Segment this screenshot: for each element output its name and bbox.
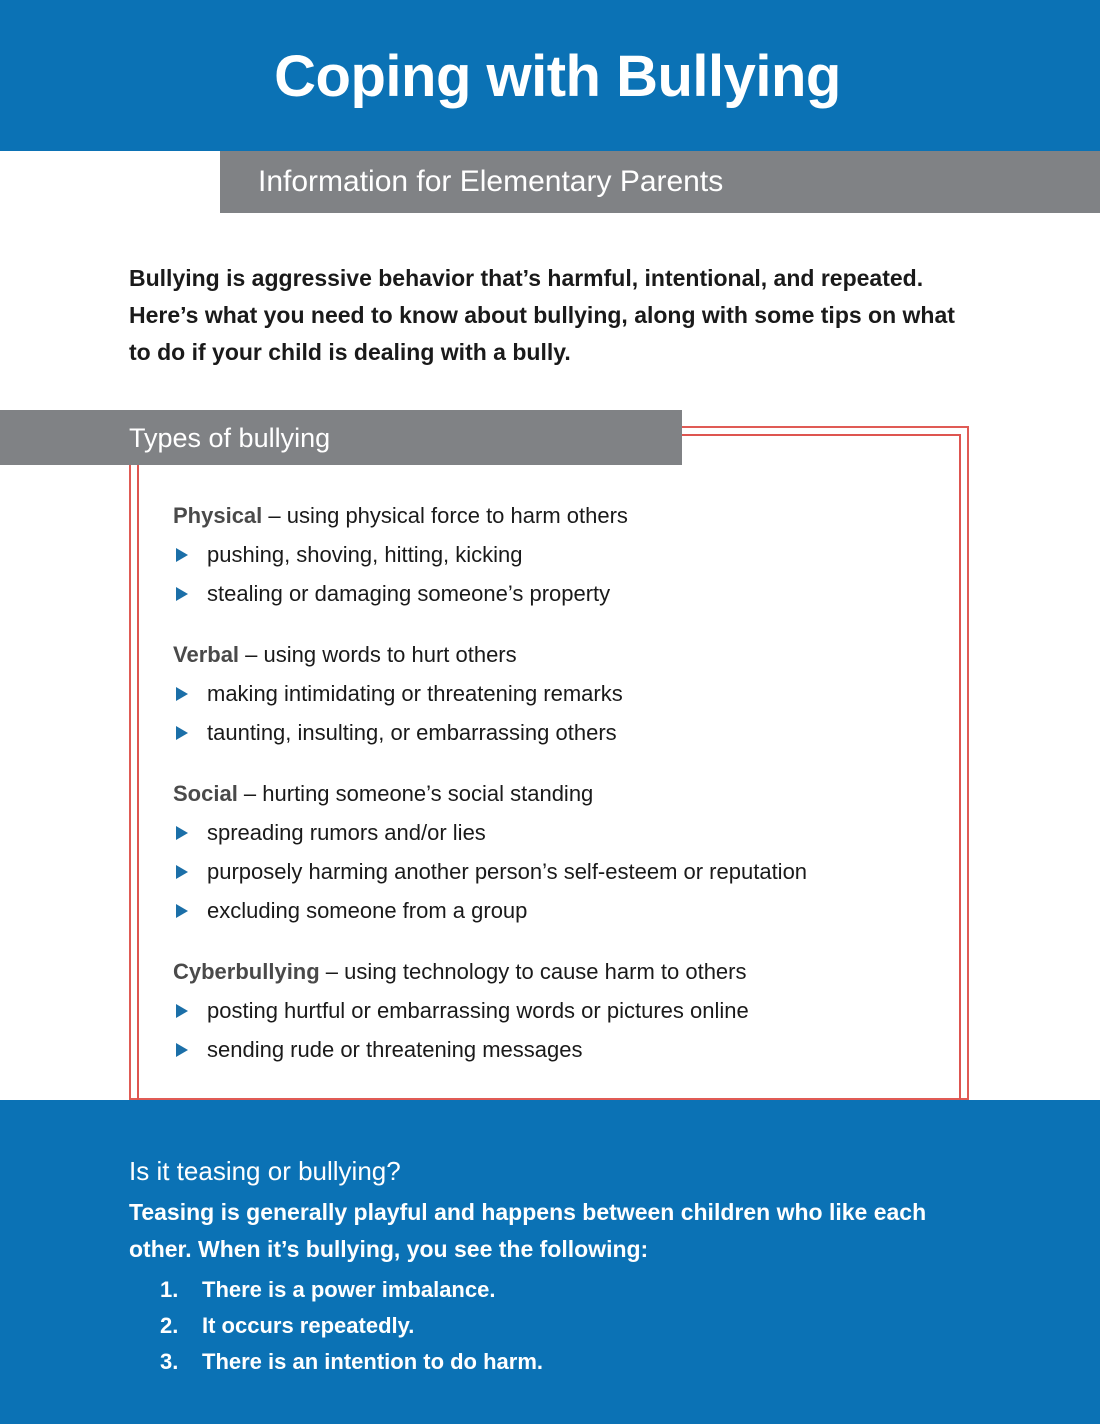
- triangle-bullet-icon: [176, 904, 188, 918]
- type-definition: – hurting someone’s social standing: [237, 781, 594, 806]
- type-group-physical: [173, 496, 963, 613]
- type-heading: [173, 774, 963, 813]
- list-item: [160, 1308, 860, 1344]
- list-item: [173, 535, 963, 574]
- triangle-bullet-icon: [176, 1043, 188, 1057]
- triangle-bullet-icon: [176, 826, 188, 840]
- triangle-bullet-icon: [176, 548, 188, 562]
- type-definition: – using words to hurt others: [239, 642, 517, 667]
- list-item-label: spreading rumors and/or lies: [207, 820, 486, 845]
- intro-paragraph: Bullying is aggressive behavior that’s harmful, intentional, and repeated. Here’s what you need to know about bullying, along with some tips on what to do if your child is dealing with a bully.: [129, 265, 955, 365]
- type-definition: – using technology to cause harm to others: [319, 959, 747, 984]
- list-item-label: There is a power imbalance.: [202, 1277, 496, 1302]
- triangle-bullet-icon: [176, 1004, 188, 1018]
- type-heading: [173, 952, 963, 991]
- triangle-bullet-icon: [176, 726, 188, 740]
- list-item: [173, 574, 963, 613]
- teasing-section-heading: Is it teasing or bullying?: [129, 1156, 401, 1186]
- list-item: [173, 991, 963, 1030]
- type-heading: [173, 635, 963, 674]
- list-item-number: 2.: [160, 1313, 179, 1338]
- teasing-criteria-list: [160, 1272, 860, 1380]
- teasing-section-banner: [0, 1100, 1100, 1424]
- type-group-verbal: [173, 635, 963, 752]
- list-item-label: posting hurtful or embarrassing words or pictures online: [207, 998, 749, 1023]
- list-item-label: There is an intention to do harm.: [202, 1349, 544, 1374]
- list-item: [173, 713, 963, 752]
- list-item-number: 3.: [160, 1349, 179, 1374]
- list-item: [160, 1344, 860, 1380]
- page-title: Coping with Bullying: [274, 44, 841, 109]
- triangle-bullet-icon: [176, 587, 188, 601]
- type-term: Cyberbullying: [173, 959, 320, 984]
- list-item-label: making intimidating or threatening remarks: [207, 681, 623, 706]
- teasing-section-paragraph: Teasing is generally playful and happens between children who like each other. When it’s bullying, you see the following:: [129, 1199, 927, 1262]
- types-of-bullying-list: [173, 496, 963, 1069]
- type-group-social: [173, 774, 963, 930]
- type-heading: [173, 496, 963, 535]
- type-definition: – using physical force to harm others: [262, 503, 628, 528]
- list-item: [173, 674, 963, 713]
- type-term: Physical: [173, 503, 263, 528]
- list-item: [173, 891, 963, 930]
- type-term: Verbal: [173, 642, 240, 667]
- list-item-label: taunting, insulting, or embarrassing others: [207, 720, 617, 745]
- types-section-banner: [0, 410, 682, 465]
- list-item-label: excluding someone from a group: [207, 898, 528, 923]
- subtitle-banner: [220, 151, 1100, 213]
- list-item-label: pushing, shoving, hitting, kicking: [207, 542, 523, 567]
- subtitle-label: Information for Elementary Parents: [258, 165, 724, 198]
- list-item-number: 1.: [160, 1277, 179, 1302]
- type-term: Social: [173, 781, 238, 806]
- list-item-label: It occurs repeatedly.: [202, 1313, 415, 1338]
- list-item-label: stealing or damaging someone’s property: [207, 581, 611, 606]
- triangle-bullet-icon: [176, 865, 188, 879]
- types-section-heading: Types of bullying: [129, 423, 331, 453]
- list-item: [173, 1030, 963, 1069]
- type-group-cyberbullying: [173, 952, 963, 1069]
- list-item-label: sending rude or threatening messages: [207, 1037, 583, 1062]
- header-banner: [0, 0, 1100, 151]
- triangle-bullet-icon: [176, 687, 188, 701]
- list-item: [173, 852, 963, 891]
- list-item: [160, 1272, 860, 1308]
- list-item-label: purposely harming another person’s self-esteem or reputation: [207, 859, 808, 884]
- list-item: [173, 813, 963, 852]
